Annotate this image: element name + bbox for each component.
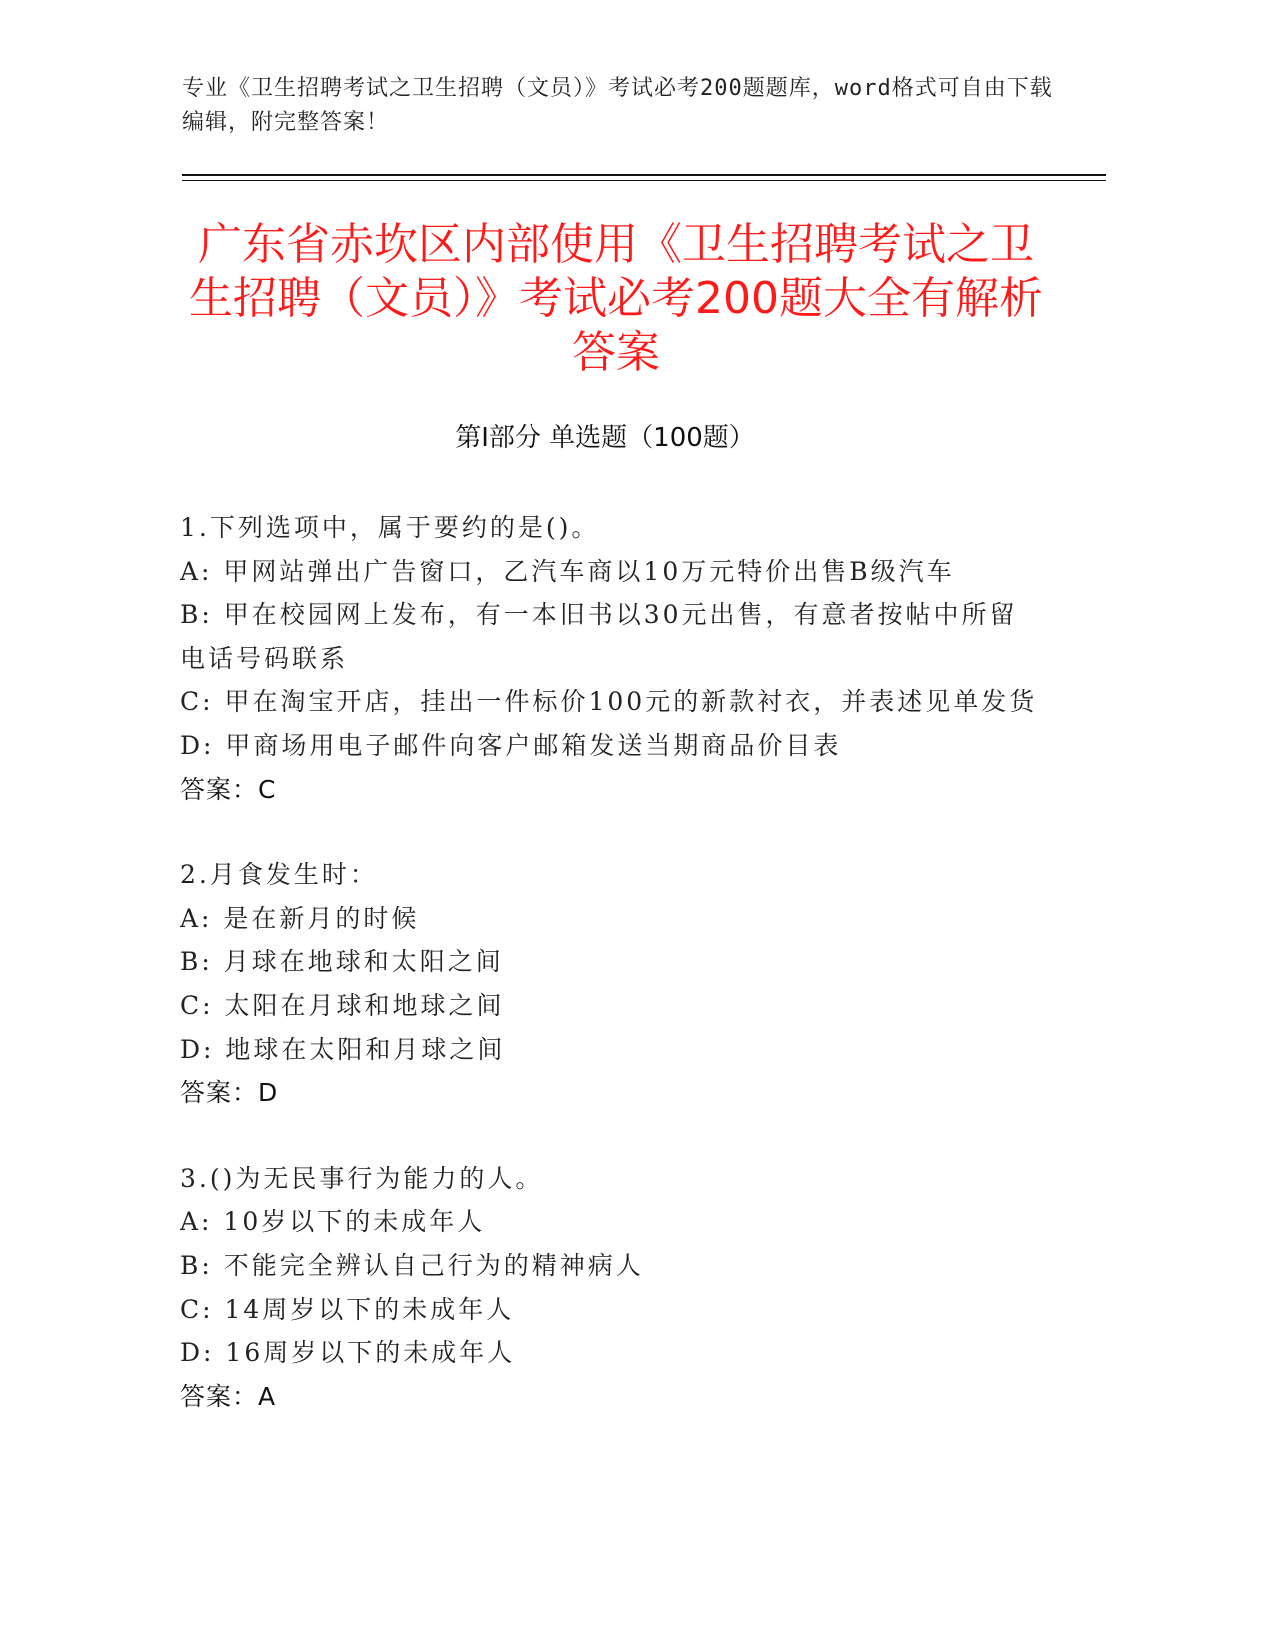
header-note: 专业《卫生招聘考试之卫生招聘（文员）》考试必考200题题库，word格式可自由下载编辑，附完整答案！	[182, 76, 1053, 135]
option-b: B: 月球在地球和太阳之间	[180, 947, 504, 977]
option-a: A: 10岁以下的未成年人	[180, 1207, 486, 1237]
answer: 答案：D	[180, 1078, 279, 1108]
option-b: B: 不能完全辨认自己行为的精神病人	[180, 1250, 644, 1280]
option-a: A: 甲网站弹出广告窗口，乙汽车商以10万元特价出售B级汽车	[180, 556, 955, 586]
option-a: A: 是在新月的时候	[180, 903, 420, 933]
answer: 答案：C	[180, 774, 277, 804]
question-3	[180, 1157, 1040, 1419]
question-stem: 2.月食发生时：	[180, 860, 378, 890]
option-d: D: 地球在太阳和月球之间	[180, 1034, 506, 1064]
option-b: B: 甲在校园网上发布，有一本旧书以30元出售，有意者按帖中所留电话号码联系	[180, 600, 1018, 673]
question-stem: 3.()为无民事行为能力的人。	[180, 1163, 544, 1193]
section-heading: 第Ⅰ部分 单选题（100题）	[455, 423, 755, 453]
option-c: C: 太阳在月球和地球之间	[180, 990, 505, 1020]
option-d: D: 16周岁以下的未成年人	[180, 1338, 516, 1368]
option-c: C: 甲在淘宝开店，挂出一件标价100元的新款衬衣，并表述见单发货	[180, 687, 1038, 717]
document-title: 广东省赤坎区内部使用《卫生招聘考试之卫生招聘（文员）》考试必考200题大全有解析答案	[189, 219, 1043, 378]
question-1	[180, 506, 1040, 811]
question-list	[180, 506, 1040, 1460]
question-stem: 1.下列选项中，属于要约的是()。	[180, 513, 600, 542]
answer: 答案：A	[180, 1381, 277, 1411]
option-c: C: 14周岁以下的未成年人	[180, 1294, 515, 1324]
option-d: D: 甲商场用电子邮件向客户邮箱发送当期商品价目表	[180, 730, 842, 760]
question-2	[180, 853, 1040, 1115]
header-rule-thin	[182, 180, 1106, 181]
header-rule-thick	[182, 174, 1106, 176]
